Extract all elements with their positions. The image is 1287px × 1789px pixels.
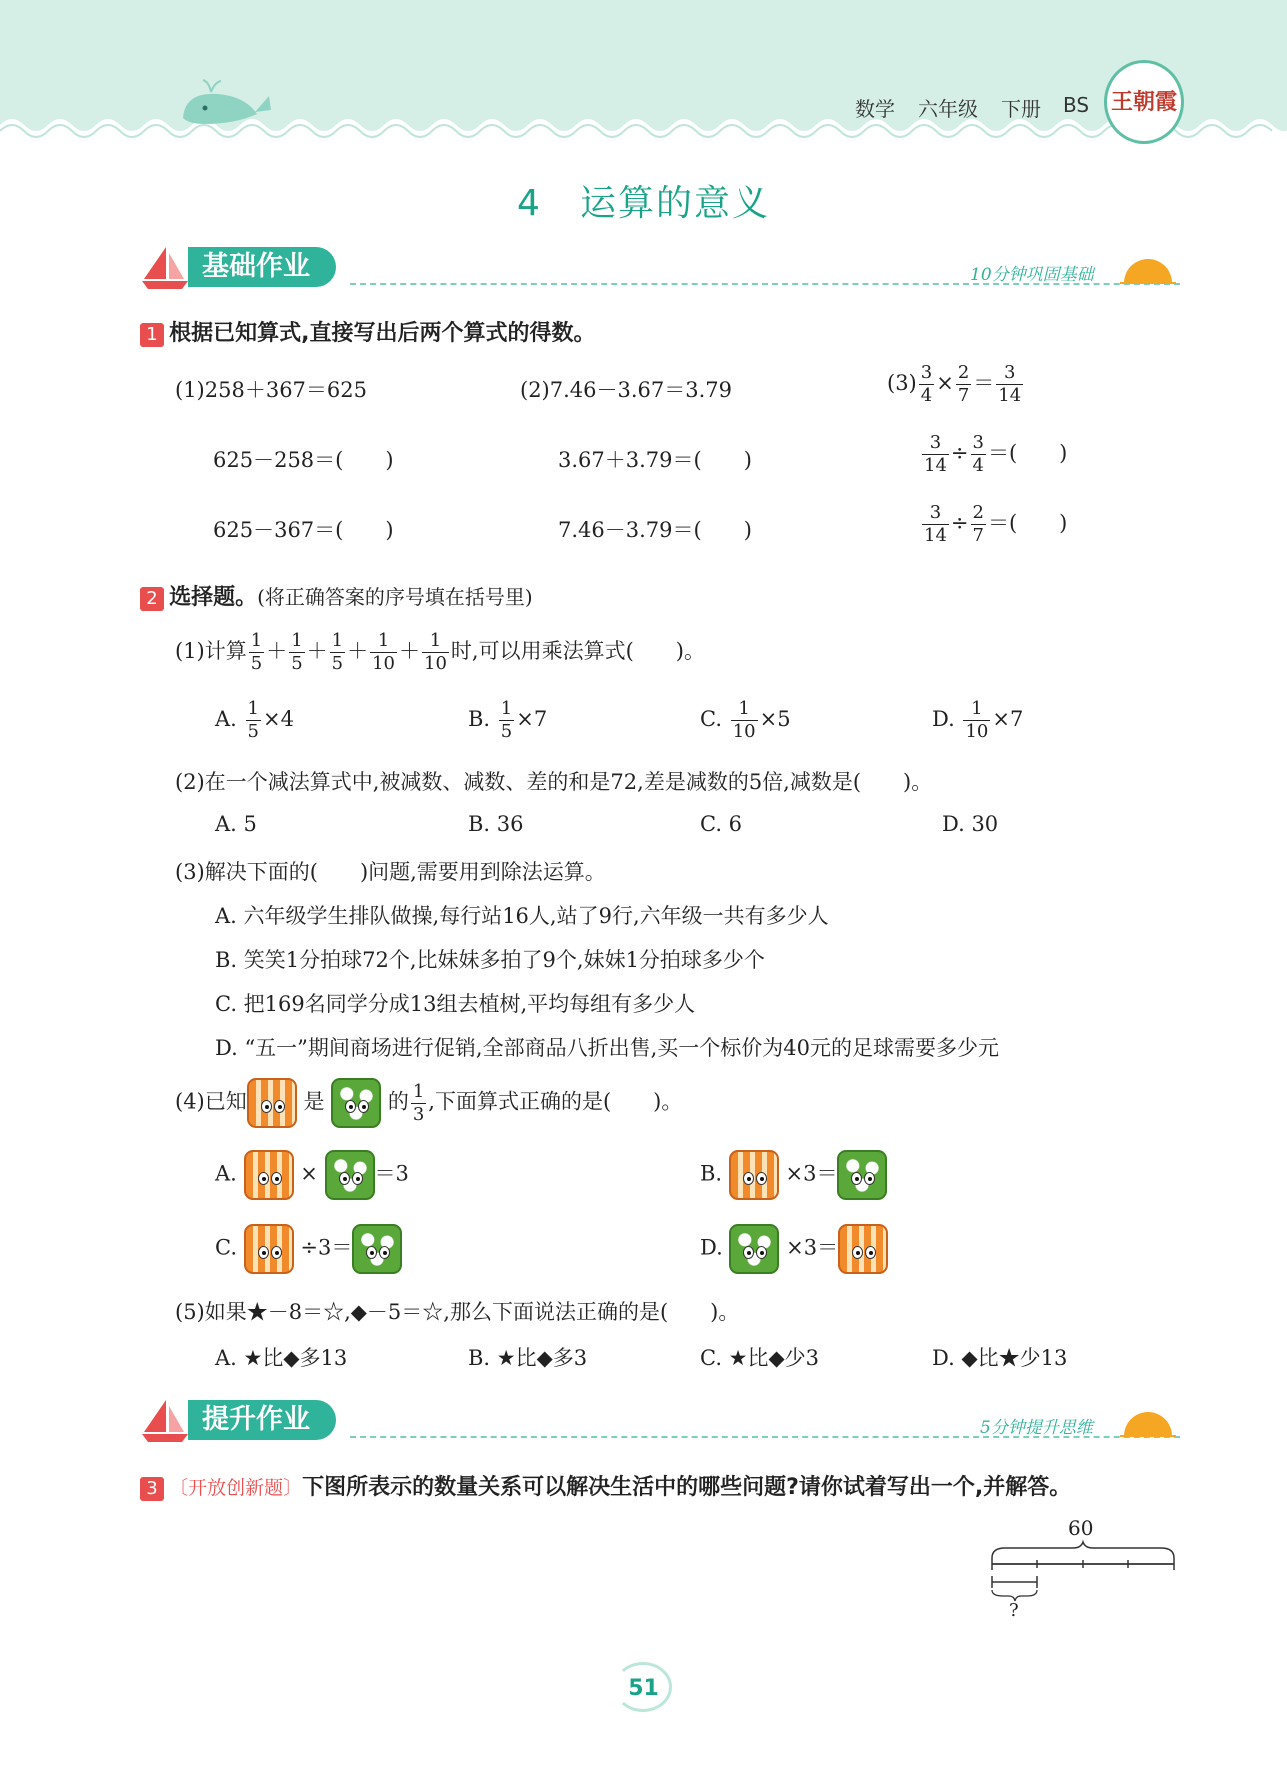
fraction: $\frac{2}{7}$ <box>972 502 984 546</box>
q2-p4-option-c: C. ÷3＝ <box>215 1224 402 1274</box>
q2-p4-option-d: D. ×3＝ <box>700 1224 888 1274</box>
q2-p4-option-a: A. × ＝3 <box>215 1150 409 1200</box>
orange-cube-icon <box>838 1224 888 1274</box>
q2-p1-option-b: B. $\frac{1}{5}$ ×7 <box>468 698 548 742</box>
q2-p2-option-a: A. 5 <box>215 812 257 836</box>
page-number: 51 <box>628 1676 659 1701</box>
q2-p2-stem: (2)在一个减法算式中,被减数、减数、差的和是72,差是减数的5倍,减数是( )。 <box>175 770 933 794</box>
q2-p3-option-c: C. 把169名同学分成13组去植树,平均每组有多少人 <box>215 992 696 1016</box>
q2-p2-option-c: C. 6 <box>700 812 743 836</box>
q2-p1-option-d: D. $\frac{1}{10}$ ×7 <box>932 698 1024 742</box>
q1-col1-given: (1)258＋367＝625 <box>175 378 367 402</box>
question-1-prompt: 根据已知算式,直接写出后两个算式的得数。 <box>169 321 596 346</box>
q2-p1-option-c: C. $\frac{1}{10}$ ×5 <box>700 698 791 742</box>
green-cube-icon <box>837 1150 887 1200</box>
q2-p2-option-b: B. 36 <box>468 812 524 836</box>
question-3-prompt: 下图所表示的数量关系可以解决生活中的哪些问题?请你试着写出一个,并解答。 <box>302 1475 1072 1500</box>
fraction: $\frac{1}{5}$ <box>291 630 303 674</box>
question-1-header <box>140 316 595 347</box>
q2-p5-option-b: B. ★比◆多3 <box>468 1346 588 1370</box>
orange-cube-icon <box>729 1150 779 1200</box>
q2-p3-option-a: A. 六年级学生排队做操,每行站16人,站了9行,六年级一共有多少人 <box>215 904 829 928</box>
question-3-header <box>140 1470 1071 1501</box>
whale-icon <box>175 78 275 128</box>
q2-p5-option-a: A. ★比◆多13 <box>215 1346 348 1370</box>
green-cube-icon <box>325 1150 375 1200</box>
q2-p3-option-d: D. “五一”期间商场进行促销,全部商品八折出售,买一个标价为40元的足球需要多少元 <box>215 1036 999 1060</box>
green-cube-icon <box>729 1224 779 1274</box>
page-title: 4 运算的意义 <box>517 183 770 224</box>
fraction: $\frac{1}{5}$ <box>331 630 344 674</box>
question-2-header <box>140 580 533 611</box>
q2-p4-stem: (4)已知 是 的 $\frac{1}{3}$ ,下面算式正确的是( )。 <box>175 1078 682 1128</box>
q1-col3-given: (3) $\frac{3}{4}$ × $\frac{2}{7}$ ＝ $\frac{3}{14}$ <box>887 362 1022 406</box>
q1-col3-a: $\frac{3}{14}$ ÷ $\frac{3}{4}$ ＝( ) <box>924 432 1068 476</box>
brand-logo-text: 王朝霞 <box>1110 89 1177 115</box>
sailboat-icon <box>140 1398 190 1444</box>
diagram-unknown-label: ? <box>1009 1600 1019 1621</box>
question-2-prompt: 选择题。 <box>169 585 258 610</box>
q2-p2-option-d: D. 30 <box>942 812 999 836</box>
fraction: $\frac{3}{4}$ <box>972 432 984 476</box>
section-basic-sub: 10分钟巩固基础 <box>970 265 1094 285</box>
fraction: $\frac{2}{7}$ <box>957 362 970 406</box>
section-advanced-label: 提升作业 <box>188 1400 336 1440</box>
sunset-icon <box>1120 253 1176 285</box>
section-advanced-sub: 5分钟提升思维 <box>980 1418 1093 1438</box>
brand-logo <box>1104 60 1184 144</box>
fraction: $\frac{1}{10}$ <box>732 698 756 742</box>
q1-col2-b: 7.46－3.79＝( ) <box>558 518 752 542</box>
fraction: $\frac{3}{14}$ <box>998 362 1022 406</box>
fraction: $\frac{3}{14}$ <box>924 432 947 476</box>
diagram-total-label: 60 <box>1068 1516 1094 1540</box>
question-1-number: 1 <box>140 323 164 347</box>
fraction: $\frac{1}{10}$ <box>965 698 989 742</box>
question-3-tag: 〔开放创新题〕 <box>169 1477 303 1499</box>
header-grade: 六年级 <box>918 97 978 121</box>
q2-p5-stem: (5)如果★－8＝☆,◆－5＝☆,那么下面说法正确的是( )。 <box>175 1300 740 1324</box>
question-2-note: (将正确答案的序号填在括号里) <box>257 585 533 609</box>
header-subject: 数学 <box>855 97 895 121</box>
q1-col2-a: 3.67＋3.79＝( ) <box>558 448 752 472</box>
fraction: $\frac{3}{14}$ <box>924 502 947 546</box>
q2-p1-option-a: A. $\frac{1}{5}$ ×4 <box>215 698 294 742</box>
fraction: $\frac{1}{5}$ <box>250 630 263 674</box>
orange-cube-icon <box>247 1078 297 1128</box>
q2-p3-stem: (3)解决下面的( )问题,需要用到除法运算。 <box>175 860 606 884</box>
sunset-icon <box>1120 1406 1176 1438</box>
section-basic-label: 基础作业 <box>188 247 336 287</box>
question-2-number: 2 <box>140 587 164 611</box>
fraction: $\frac{1}{10}$ <box>372 630 396 674</box>
green-cube-icon <box>331 1078 381 1128</box>
q2-p5-option-c: C. ★比◆少3 <box>700 1346 820 1370</box>
q1-col1-a: 625－258＝( ) <box>213 448 394 472</box>
q2-p1-stem: (1)计算 $\frac{1}{5}$ ＋ $\frac{1}{5}$ ＋ $\frac{1}{5}$ ＋ $\frac{1}{10}$ ＋ $\frac{1}{10}$ 时,可以用乘法算式( )。 <box>175 630 705 674</box>
q1-col3-b: $\frac{3}{14}$ ÷ $\frac{2}{7}$ ＝( ) <box>924 502 1068 546</box>
q1-col1-b: 625－367＝( ) <box>213 518 394 542</box>
q2-p3-option-b: B. 笑笑1分拍球72个,比妹妹多拍了9个,妹妹1分拍球多少个 <box>215 948 765 972</box>
header-edition: BS <box>1063 93 1090 117</box>
section-basic-banner <box>140 245 1180 295</box>
sailboat-icon <box>140 245 190 291</box>
green-cube-icon <box>352 1224 402 1274</box>
fraction: $\frac{3}{4}$ <box>920 362 933 406</box>
fraction: $\frac{1}{5}$ <box>247 698 259 742</box>
orange-cube-icon <box>244 1150 294 1200</box>
section-advanced-banner <box>140 1398 1180 1448</box>
question-3-number: 3 <box>140 1477 164 1501</box>
header-volume: 下册 <box>1001 97 1041 121</box>
fraction: $\frac{1}{3}$ <box>412 1080 425 1125</box>
q2-p5-option-d: D. ◆比★少13 <box>932 1346 1068 1370</box>
q2-p4-option-b: B. ×3＝ <box>700 1150 887 1200</box>
orange-cube-icon <box>244 1224 294 1274</box>
fraction: $\frac{1}{10}$ <box>424 630 447 674</box>
fraction: $\frac{1}{5}$ <box>500 698 513 742</box>
q1-col2-given: (2)7.46－3.67＝3.79 <box>520 378 733 402</box>
